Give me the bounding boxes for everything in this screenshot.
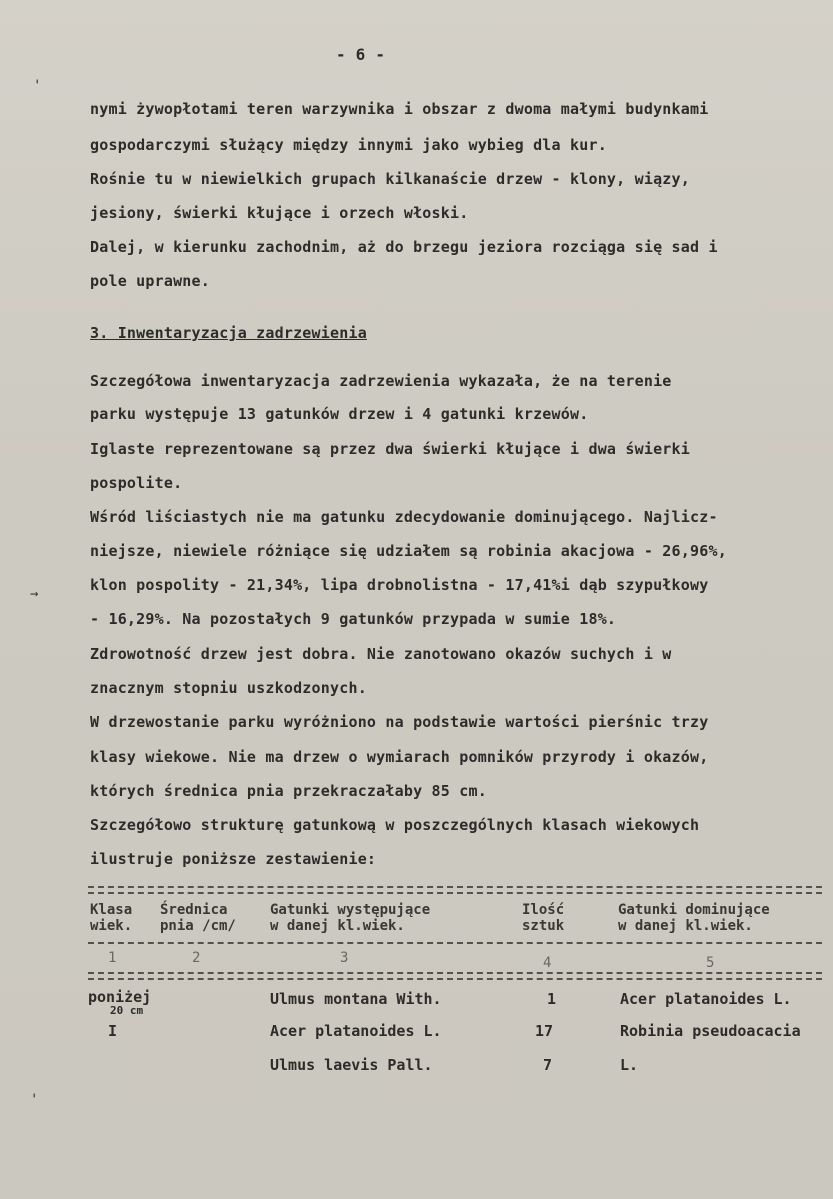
- paragraph-line: nymi żywopłotami teren warzywnika i obszar z dwoma małymi budynkami: [90, 100, 709, 118]
- header-species: Gatunki występujące w danej kl.wiek.: [270, 902, 431, 934]
- column-number: 2: [192, 950, 201, 966]
- paragraph-line: gospodarczymi służący między innymi jako wybieg dla kur.: [90, 136, 607, 154]
- body-line: ilustruje poniższe zestawienie:: [90, 850, 377, 868]
- paragraph-line: Dalej, w kierunku zachodnim, aż do brzegu jeziora rozciąga się sad i: [90, 238, 718, 256]
- column-number: 1: [108, 950, 117, 966]
- table-cell-dominant: Acer platanoides L.: [620, 990, 792, 1008]
- header-diameter: Średnica pnia /cm/: [160, 902, 236, 934]
- body-line: których średnica pnia przekraczałaby 85 cm.: [90, 782, 487, 800]
- table-cell-count: 17: [535, 1022, 554, 1040]
- table-cell-species: Acer platanoides L.: [270, 1022, 442, 1040]
- header-age-class: Klasa wiek.: [90, 902, 133, 934]
- body-line: klon pospolity - 21,34%, lipa drobnolistna - 17,41%i dąb szypułkowy: [90, 576, 709, 594]
- paragraph-line: pole uprawne.: [90, 272, 210, 290]
- table-rule: [88, 886, 822, 888]
- age-class-label: I: [108, 1022, 118, 1040]
- body-line: znacznym stopniu uszkodzonych.: [90, 679, 367, 697]
- table-cell-count: 7: [543, 1056, 553, 1074]
- header-dominant: Gatunki dominujące w danej kl.wiek.: [618, 902, 770, 934]
- table-cell-count: 1: [547, 990, 557, 1008]
- age-class-sublabel: 20 cm: [110, 1004, 144, 1017]
- body-line: - 16,29%. Na pozostałych 9 gatunków przypada w sumie 18%.: [90, 610, 617, 628]
- body-line: klasy wiekowe. Nie ma drzew o wymiarach pomników przyrody i okazów,: [90, 748, 709, 766]
- table-rule: [88, 892, 822, 894]
- column-number: 3: [340, 950, 349, 966]
- table-cell-species: Ulmus montana With.: [270, 990, 442, 1008]
- table-rule: [88, 972, 822, 974]
- column-number: 5: [706, 955, 715, 971]
- paragraph-line: Rośnie tu w niewielkich grupach kilkanaście drzew - klony, wiązy,: [90, 170, 690, 188]
- margin-mark: ': [30, 1092, 39, 1108]
- body-line: Szczegółowa inwentaryzacja zadrzewienia wykazała, że na terenie: [90, 372, 672, 390]
- paragraph-line: jesiony, świerki kłujące i orzech włoski.: [90, 204, 469, 222]
- table-cell-dominant: Robinia pseudoacacia: [620, 1022, 801, 1040]
- body-line: Iglaste reprezentowane są przez dwa świerki kłujące i dwa świerki: [90, 440, 690, 458]
- column-number: 4: [543, 955, 552, 971]
- table-rule: [88, 942, 822, 944]
- margin-mark: ': [33, 78, 42, 94]
- section-heading: 3. Inwentaryzacja zadrzewienia: [90, 324, 367, 342]
- body-line: W drzewostanie parku wyróżniono na podstawie wartości pierśnic trzy: [90, 713, 709, 731]
- table-cell-species: Ulmus laevis Pall.: [270, 1056, 433, 1074]
- body-line: Szczegółowo strukturę gatunkową w poszczególnych klasach wiekowych: [90, 816, 700, 834]
- age-class-label: poniżej: [88, 988, 152, 1006]
- body-line: pospolite.: [90, 474, 183, 492]
- body-line: niejsze, niewiele różniące się udziałem są robinia akacjowa - 26,96%,: [90, 542, 727, 560]
- margin-mark: →: [30, 586, 39, 602]
- table-rule: [88, 978, 822, 980]
- body-line: Wśród liściastych nie ma gatunku zdecydowanie dominującego. Najlicz-: [90, 508, 718, 526]
- header-count: Ilość sztuk: [522, 902, 565, 934]
- page-number: - 6 -: [336, 45, 386, 64]
- body-line: parku występuje 13 gatunków drzew i 4 gatunki krzewów.: [90, 405, 589, 423]
- table-cell-dominant: L.: [620, 1056, 639, 1074]
- body-line: Zdrowotność drzew jest dobra. Nie zanotowano okazów suchych i w: [90, 645, 672, 663]
